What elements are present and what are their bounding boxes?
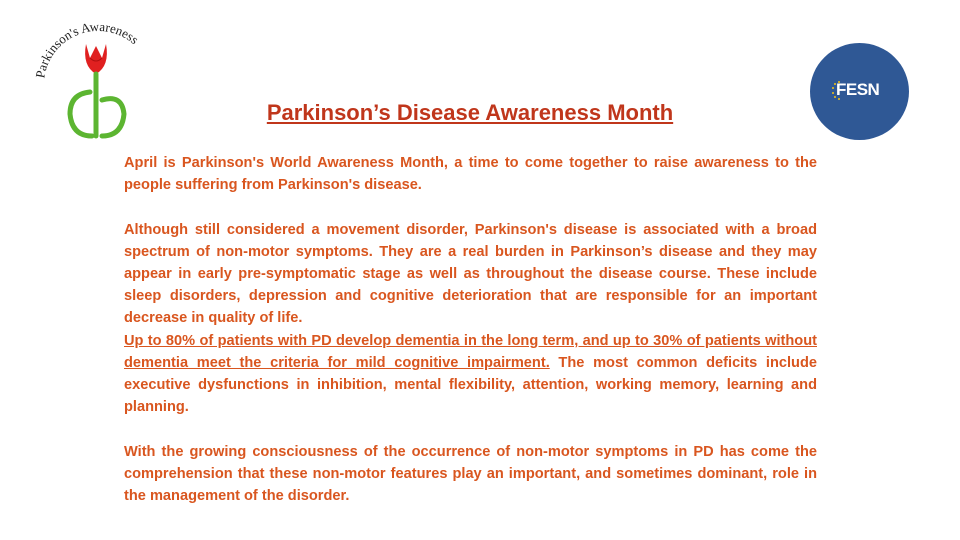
tulip-icon [85, 44, 107, 74]
paragraph-1: April is Parkinson's World Awareness Month, a time to come together to raise awareness to the people suffering from Parkinson's disease. [124, 155, 817, 194]
fesn-logo-text: FESN [836, 80, 880, 99]
paragraph-2: Although still considered a movement disorder, Parkinson's disease is associated with a broad spectrum of non-motor symptoms. They are a real burden in Parkinson’s disease and they may appear in early pre-symptomatic stage as well as throughout the disease course. These include sleep disorders, depression and cognitive deterioration that are responsible for an important decrease in quality of life. [124, 221, 817, 327]
paragraph-gap [124, 196, 817, 218]
body-text [124, 152, 817, 507]
logo-arc-text: Parkinson's Awareness [32, 18, 142, 80]
paragraph-3-rest: The most common deficits include executive dysfunctions in inhibition, mental flexibility, attention, working memory, learning and planning. [124, 354, 817, 416]
paragraph-4: With the growing consciousness of the occurrence of non-motor symptoms in PD has come the comprehension that these non-motor features play an important, and sometimes dominant, role in the management of the disorder. [124, 443, 817, 505]
paragraph-gap [124, 418, 817, 440]
page-title: Parkinson’s Disease Awareness Month [266, 100, 674, 125]
underlined-statistic: Up to 80% of patients with PD develop dementia in the long term, and up to 30% of patients without dementia meet the criteria for mild cognitive impairment. [124, 332, 817, 371]
paragraph-3 [124, 330, 817, 419]
